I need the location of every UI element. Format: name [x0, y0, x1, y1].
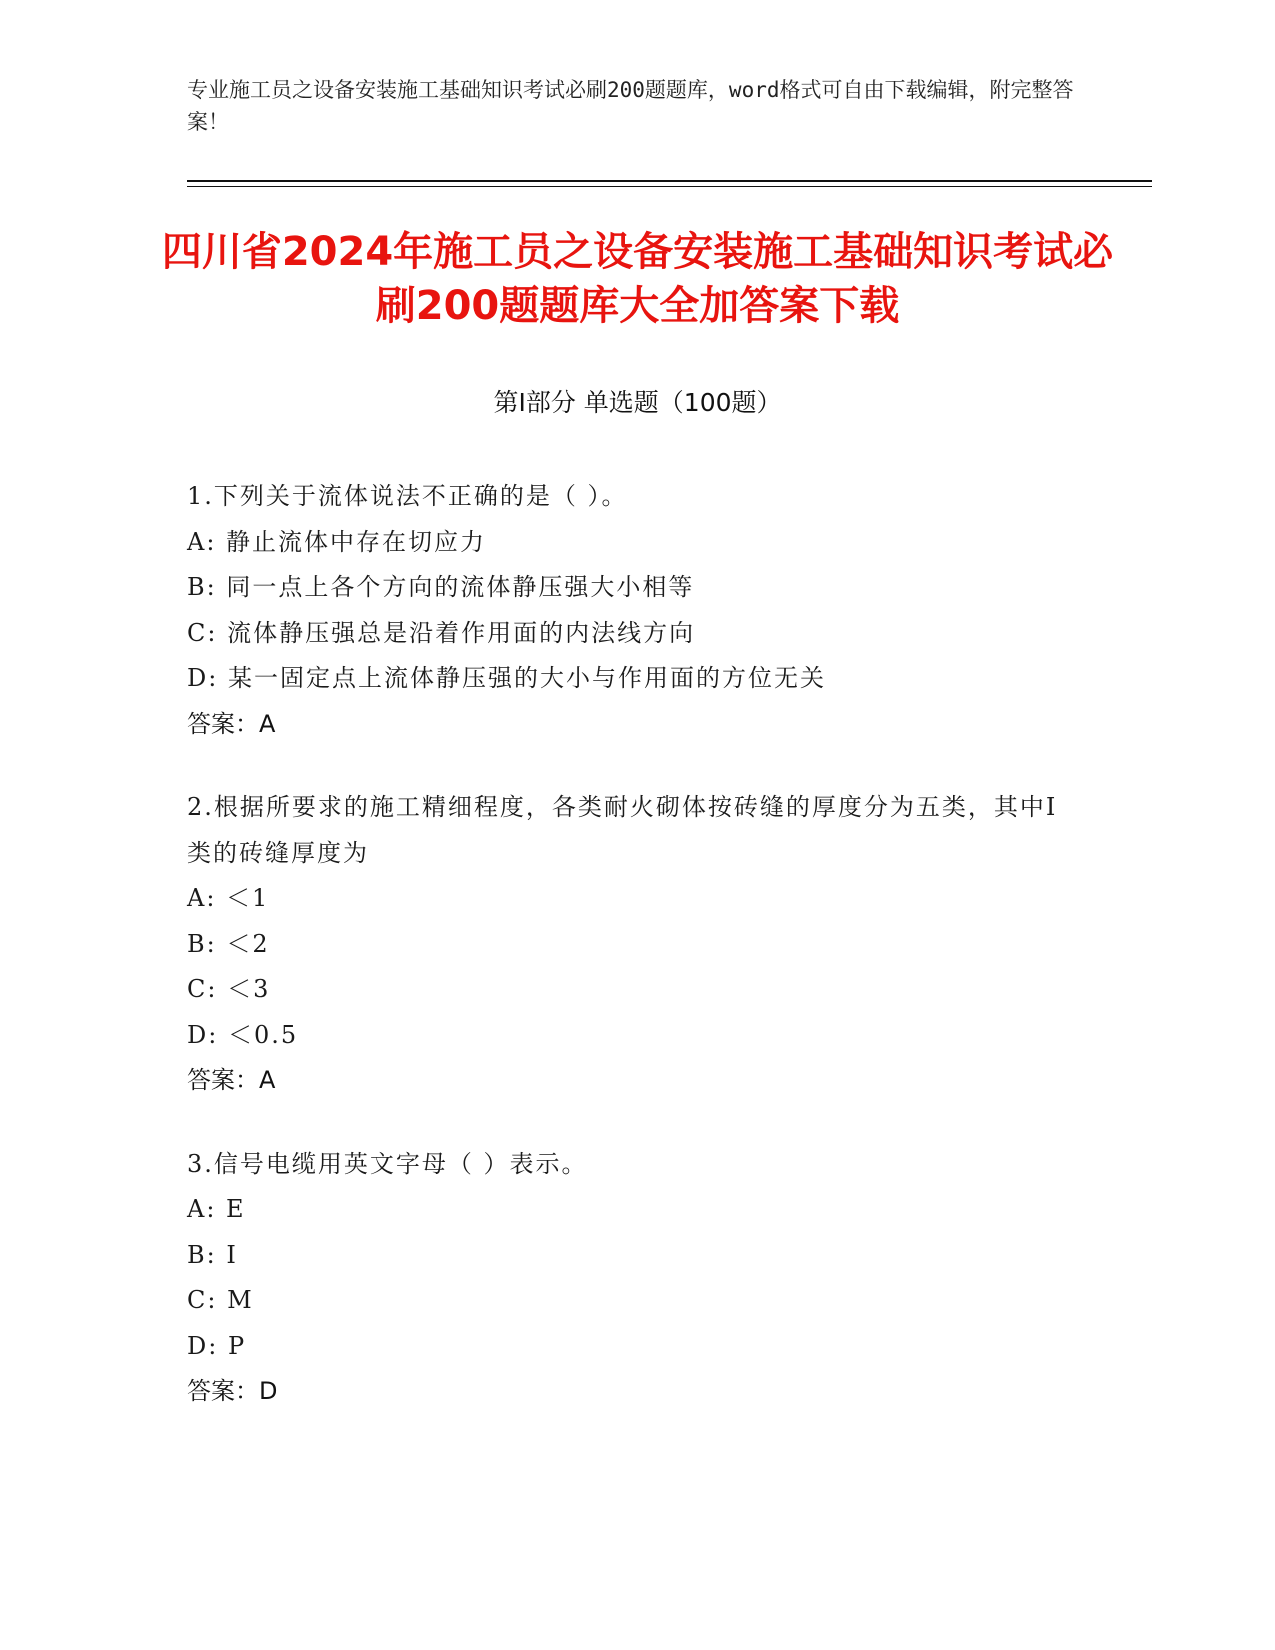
header-note: 专业施工员之设备安装施工基础知识考试必刷200题题库，word格式可自由下载编辑，附完整答案！ — [187, 78, 1074, 134]
question-stem: 1.下列关于流体说法不正确的是（ ）。 — [187, 482, 628, 510]
option-c: C: ＜3 — [187, 975, 271, 1003]
question-2 — [187, 785, 1067, 1104]
answer: 答案：D — [187, 1377, 278, 1405]
header-divider-thick — [187, 180, 1152, 182]
option-b: B: ＜2 — [187, 929, 270, 958]
answer: 答案：A — [187, 1066, 276, 1094]
answer: 答案：A — [187, 709, 276, 738]
option-d: D: ＜0.5 — [187, 1020, 299, 1049]
question-stem: 3.信号电缆用英文字母（ ）表示。 — [187, 1149, 588, 1178]
question-1 — [187, 474, 1067, 747]
option-b: B: I — [187, 1240, 238, 1269]
question-stem: 2.根据所要求的施工精细程度，各类耐火砌体按砖缝的厚度分为五类，其中Ⅰ类的砖缝厚度为 — [187, 793, 1058, 867]
section-title: 第Ⅰ部分 单选题（100题） — [493, 388, 782, 417]
option-d: D: 某一固定点上流体静压强的大小与作用面的方位无关 — [187, 664, 826, 692]
option-a: A: 静止流体中存在切应力 — [187, 527, 487, 556]
question-3 — [187, 1142, 1067, 1415]
option-c: C: M — [187, 1286, 254, 1314]
option-c: C: 流体静压强总是沿着作用面的内法线方向 — [187, 618, 696, 647]
option-b: B: 同一点上各个方向的流体静压强大小相等 — [187, 573, 695, 601]
document-title: 四川省2024年施工员之设备安装施工基础知识考试必刷200题题库大全加答案下载 — [161, 229, 1114, 329]
option-d: D: P — [187, 1331, 247, 1360]
question-list — [187, 474, 1067, 1453]
option-a: A: ＜1 — [187, 884, 270, 912]
header-divider-thin — [187, 186, 1152, 187]
option-a: A: E — [187, 1195, 246, 1223]
